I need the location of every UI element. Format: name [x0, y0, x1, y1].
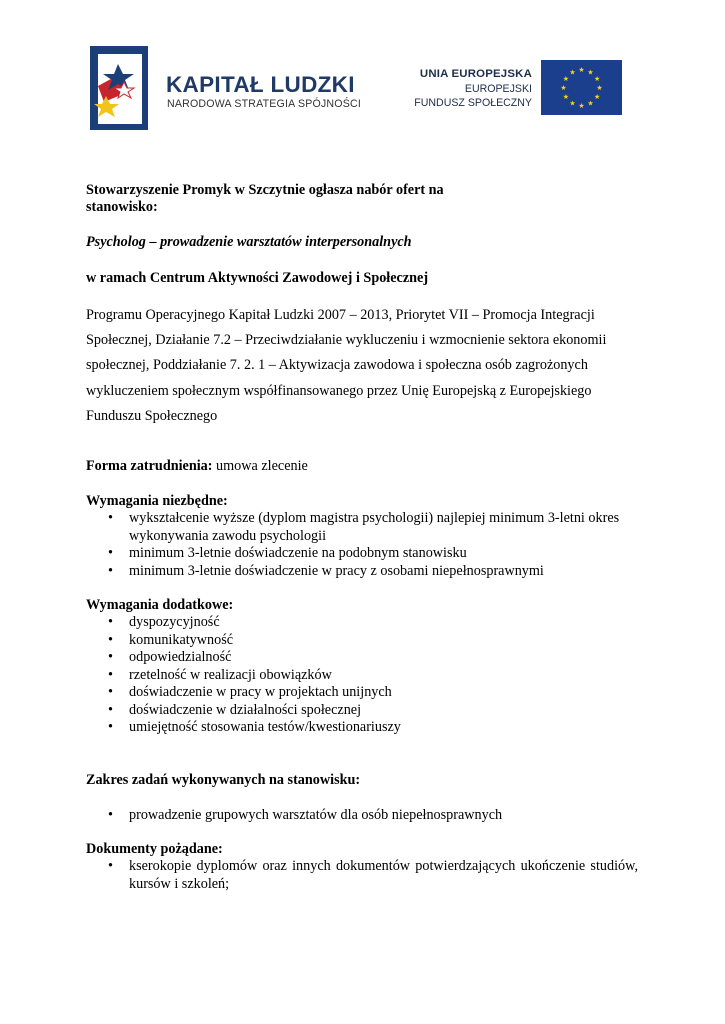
- eu-logo-line3: FUNDUSZ SPOŁECZNY: [414, 97, 532, 109]
- bullet: •: [108, 562, 113, 579]
- svg-text:★: ★: [596, 84, 603, 92]
- list-item-text: kserokopie dyplomów oraz innych dokumentów potwierdzających ukończenie studiów, kursów i szkoleń;: [129, 858, 638, 892]
- list-item: [86, 858, 638, 893]
- list-item-text: minimum 3-letnie doświadczenie na podobnym stanowisku: [129, 545, 467, 562]
- list-item: [86, 632, 638, 650]
- list-item: [86, 719, 638, 737]
- svg-text:★: ★: [569, 68, 576, 77]
- program-line: wykluczeniem społecznym współfinansowanego przez Unię Europejską z Europejskiego: [86, 382, 592, 399]
- bullet: •: [108, 701, 113, 718]
- bullet: •: [108, 614, 113, 631]
- list-item-text: doświadczenie w działalności społecznej: [129, 701, 362, 718]
- bullet: •: [108, 545, 113, 562]
- svg-text:★: ★: [593, 93, 601, 101]
- svg-text:★: ★: [593, 75, 601, 83]
- program-description: [86, 303, 638, 429]
- list-item: [86, 649, 638, 667]
- list-item-text: minimum 3-letnie doświadczenie w pracy z osobami niepełnosprawnymi: [129, 562, 544, 579]
- list-item-text: komunikatywność: [129, 631, 234, 648]
- additional-list: [86, 614, 638, 737]
- kapital-ludzki-title: KAPITAŁ LUDZKI: [166, 72, 355, 97]
- svg-text:★: ★: [569, 99, 576, 108]
- list-item: [86, 684, 638, 702]
- list-item: [86, 545, 638, 563]
- employment-label: Forma zatrudnienia:: [86, 458, 213, 475]
- documents-title: Dokumenty pożądane:: [86, 841, 223, 858]
- svg-text:★: ★: [560, 84, 567, 92]
- list-item-text: umiejętność stosowania testów/kwestionariuszy: [129, 719, 401, 736]
- bullet: •: [108, 806, 113, 823]
- intro-line-1: Stowarzyszenie Promyk w Szczytnie ogłasza nabór ofert na: [86, 182, 444, 198]
- bullet: •: [108, 510, 113, 527]
- intro-line-2: stanowisko:: [86, 199, 158, 215]
- program-line: społecznej, Poddziałanie 7. 2. 1 – Aktywizacja zawodowa i społeczna osób zagrożonych: [86, 357, 588, 374]
- employment-form: [86, 458, 638, 475]
- eu-flag-icon: [541, 60, 622, 115]
- list-item-text: odpowiedzialność: [129, 649, 232, 666]
- tasks-list: [86, 807, 638, 825]
- list-item-text: doświadczenie w pracy w projektach unijnych: [129, 684, 392, 701]
- bullet: •: [108, 684, 113, 701]
- documents-list: [86, 858, 638, 893]
- position-title: Psycholog – prowadzenie warsztatów interpersonalnych: [86, 234, 412, 250]
- program-line: Społecznej, Działanie 7.2 – Przeciwdziałanie wykluczeniu i wzmocnienie sektora ekonomii: [86, 332, 607, 349]
- program-line: Programu Operacyjnego Kapitał Ludzki 2007 – 2013, Priorytet VII – Promocja Integracji: [86, 307, 595, 323]
- list-item: [86, 667, 638, 685]
- eu-logo-line2: EUROPEJSKI: [464, 82, 532, 95]
- page-header: [0, 40, 725, 140]
- list-item-text: rzetelność w realizacji obowiązków: [129, 666, 332, 683]
- job-announcement: [86, 182, 638, 893]
- required-title: Wymagania niezbędne:: [86, 493, 228, 510]
- list-item-text: dyspozycyjność: [129, 614, 220, 631]
- bullet: •: [108, 649, 113, 666]
- svg-text:★: ★: [587, 68, 594, 77]
- list-item-text: prowadzenie grupowych warsztatów dla osób niepełnosprawnych: [129, 806, 503, 823]
- bullet: •: [108, 666, 113, 683]
- employment-value: umowa zlecenie: [212, 458, 308, 475]
- eu-logo-text: [414, 67, 532, 111]
- list-item: [86, 510, 638, 545]
- list-item: [86, 702, 638, 720]
- svg-text:★: ★: [562, 75, 570, 83]
- svg-text:★: ★: [587, 99, 594, 108]
- bullet: •: [108, 858, 113, 875]
- additional-title: Wymagania dodatkowe:: [86, 597, 234, 614]
- list-item: [86, 614, 638, 632]
- svg-text:★: ★: [562, 93, 570, 101]
- list-item-text: wykształcenie wyższe (dyplom magistra psychologii) najlepiej minimum 3-letni okres wykonywania zawodu psychologii: [129, 510, 620, 544]
- kapital-ludzki-subtitle: NARODOWA STRATEGIA SPÓJNOŚCI: [167, 98, 361, 110]
- svg-text:★: ★: [578, 102, 585, 110]
- kapital-ludzki-emblem-icon: [90, 46, 148, 130]
- program-line: Funduszu Społecznego: [86, 407, 218, 424]
- list-item: [86, 807, 638, 825]
- list-item: [86, 563, 638, 581]
- center-line: w ramach Centrum Aktywności Zawodowej i Społecznej: [86, 270, 429, 286]
- eu-logo-line1: UNIA EUROPEJSKA: [419, 68, 532, 80]
- tasks-title: Zakres zadań wykonywanych na stanowisku:: [86, 771, 361, 788]
- bullet: •: [108, 719, 113, 736]
- svg-text:★: ★: [578, 66, 585, 74]
- required-list: [86, 510, 638, 580]
- intro-text: [86, 182, 638, 216]
- bullet: •: [108, 631, 113, 648]
